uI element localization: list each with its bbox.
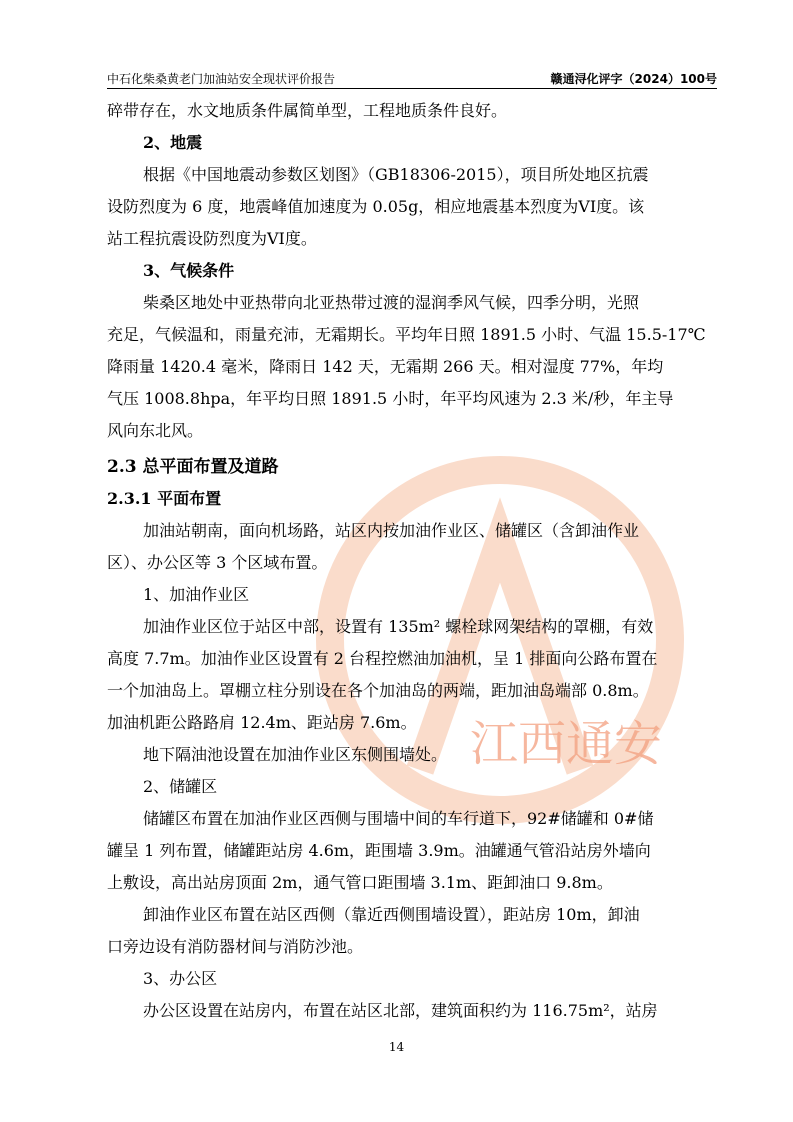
page-number: 14 [388, 1040, 405, 1054]
paragraph-line: 站工程抗震设防烈度为VI度。 [107, 229, 317, 248]
paragraph-line: 地下隔油池设置在加油作业区东侧围墙处。 [143, 745, 448, 764]
paragraph-line: 卸油作业区布置在站区西侧（靠近西侧围墙设置），距站房 10m，卸油 [143, 905, 640, 924]
section-heading: 2.3.1 平面布置 [107, 489, 222, 508]
paragraph-line: 储罐区布置在加油作业区西侧与围墙中间的车行道下，92#储罐和 0#储 [143, 809, 654, 828]
header-report-title: 中石化柴桑黄老门加油站安全现状评价报告 [107, 72, 336, 86]
paragraph-line: 一个加油岛上。罩棚立柱分别设在各个加油岛的两端，距加油岛端部 0.8m。 [107, 681, 649, 700]
paragraph-line: 3、办公区 [143, 969, 218, 988]
paragraph-line: 根据《中国地震动参数区划图》（GB18306-2015），项目所处地区抗震 [143, 165, 649, 184]
paragraph-line: 办公区设置在站房内，布置在站区北部，建筑面积约为 116.75m²，站房 [143, 1001, 658, 1020]
paragraph-line: 高度 7.7m。加油作业区设置有 2 台程控燃油加油机，呈 1 排面向公路布置在 [107, 649, 658, 668]
section-heading: 2、地震 [143, 133, 203, 152]
watermark-logo [300, 440, 700, 840]
section-heading: 2.3 总平面布置及道路 [107, 457, 279, 477]
paragraph-line: 碎带存在，水文地质条件属简单型，工程地质条件良好。 [107, 101, 508, 120]
paragraph-line: 气压 1008.8hpa，年平均日照 1891.5 小时，年平均风速为 2.3 米/秒，年主导 [107, 389, 674, 408]
paragraph-line: 上敷设，高出站房顶面 2m，通气管口距围墙 3.1m、距卸油口 9.8m。 [107, 873, 613, 892]
paragraph-line: 罐呈 1 列布置，储罐距站房 4.6m，距围墙 3.9m。油罐通气管沿站房外墙向 [107, 841, 651, 860]
paragraph-line: 口旁边设有消防器材间与消防沙池。 [107, 937, 364, 956]
paragraph-line: 2、储罐区 [143, 777, 218, 796]
paragraph-line: 充足，气候温和，雨量充沛，无霜期长。平均年日照 1891.5 小时、气温 15.5-17℃ [107, 325, 706, 344]
section-heading: 3、气候条件 [143, 261, 235, 280]
paragraph-line: 柴桑区地处中亚热带向北亚热带过渡的湿润季风气候，四季分明，光照 [143, 293, 640, 312]
watermark-text: 江西通安 [470, 716, 663, 772]
page-header [107, 66, 717, 89]
paragraph-line: 区）、办公区等 3 个区域布置。 [107, 553, 328, 572]
paragraph-line: 风向东北风。 [107, 421, 204, 440]
paragraph-line: 加油站朝南，面向机场路，站区内按加油作业区、储罐区（含卸油作业 [143, 521, 640, 540]
paragraph-line: 降雨量 1420.4 毫米，降雨日 142 天，无霜期 266 天。相对湿度 77%，年均 [107, 357, 664, 376]
paragraph-line: 设防烈度为 6 度，地震峰值加速度为 0.05g，相应地震基本烈度为VI度。该 [107, 197, 645, 216]
paragraph-line: 加油机距公路路肩 12.4m、距站房 7.6m。 [107, 713, 417, 732]
paragraph-line: 1、加油作业区 [143, 585, 250, 604]
header-report-number: 赣通浔化评字（2024）100号 [550, 72, 717, 86]
paragraph-line: 加油作业区位于站区中部，设置有 135m² 螺栓球网架结构的罩棚，有效 [143, 617, 654, 636]
